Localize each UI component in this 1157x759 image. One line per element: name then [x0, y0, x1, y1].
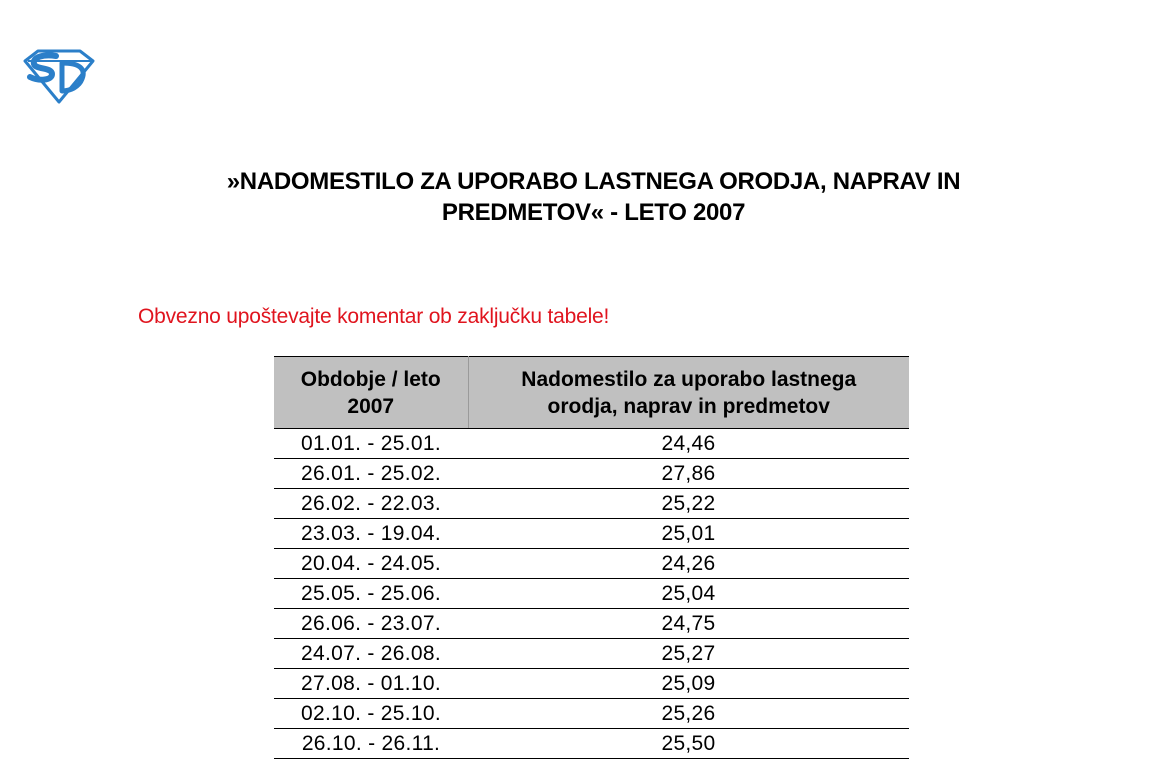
period-cell: 23.03. - 19.04.: [274, 519, 468, 549]
period-cell: 26.06. - 23.07.: [274, 609, 468, 639]
table-row: [274, 579, 909, 609]
notice-text: Obvezno upoštevajte komentar ob zaključku tabele!: [138, 305, 610, 328]
period-cell: 01.01. - 25.01.: [274, 429, 468, 459]
table-row: [274, 489, 909, 519]
period-cell: 02.10. - 25.10.: [274, 699, 468, 729]
header-compensation-label: Nadomestilo za uporabo lastnega orodja, naprav in predmetov: [521, 367, 857, 418]
value-cell: 27,86: [468, 459, 909, 489]
period-cell: 24.07. - 26.08.: [274, 639, 468, 669]
company-logo-icon: [22, 47, 96, 105]
period-cell: 26.01. - 25.02.: [274, 459, 468, 489]
header-period-label: Obdobje / leto 2007: [300, 367, 441, 418]
value-cell: 25,09: [468, 669, 909, 699]
title-line-1: »NADOMESTILO ZA UPORABO LASTNEGA ORODJA, NAPRAV IN: [226, 168, 961, 195]
table-row: [274, 699, 909, 729]
table-row: [274, 549, 909, 579]
table-row: [274, 669, 909, 699]
period-cell: 26.02. - 22.03.: [274, 489, 468, 519]
value-cell: 25,04: [468, 579, 909, 609]
page-title: [0, 166, 1157, 228]
value-cell: 24,75: [468, 609, 909, 639]
value-cell: 25,50: [468, 729, 909, 759]
period-cell: 26.10. - 26.11.: [274, 729, 468, 759]
header-period: [274, 357, 468, 429]
period-cell: 20.04. - 24.05.: [274, 549, 468, 579]
value-cell: 25,26: [468, 699, 909, 729]
table-row: [274, 519, 909, 549]
value-cell: 24,46: [468, 429, 909, 459]
table-row: [274, 729, 909, 759]
header-compensation: [468, 357, 909, 429]
period-cell: 27.08. - 01.10.: [274, 669, 468, 699]
value-cell: 25,27: [468, 639, 909, 669]
title-line-2: PREDMETOV« - LETO 2007: [441, 199, 746, 226]
table-header-row: [274, 357, 909, 429]
value-cell: 25,22: [468, 489, 909, 519]
period-cell: 25.05. - 25.06.: [274, 579, 468, 609]
compensation-table: [274, 356, 909, 759]
table-row: [274, 609, 909, 639]
table-row: [274, 429, 909, 459]
table-row: [274, 459, 909, 489]
value-cell: 24,26: [468, 549, 909, 579]
value-cell: 25,01: [468, 519, 909, 549]
table-row: [274, 639, 909, 669]
